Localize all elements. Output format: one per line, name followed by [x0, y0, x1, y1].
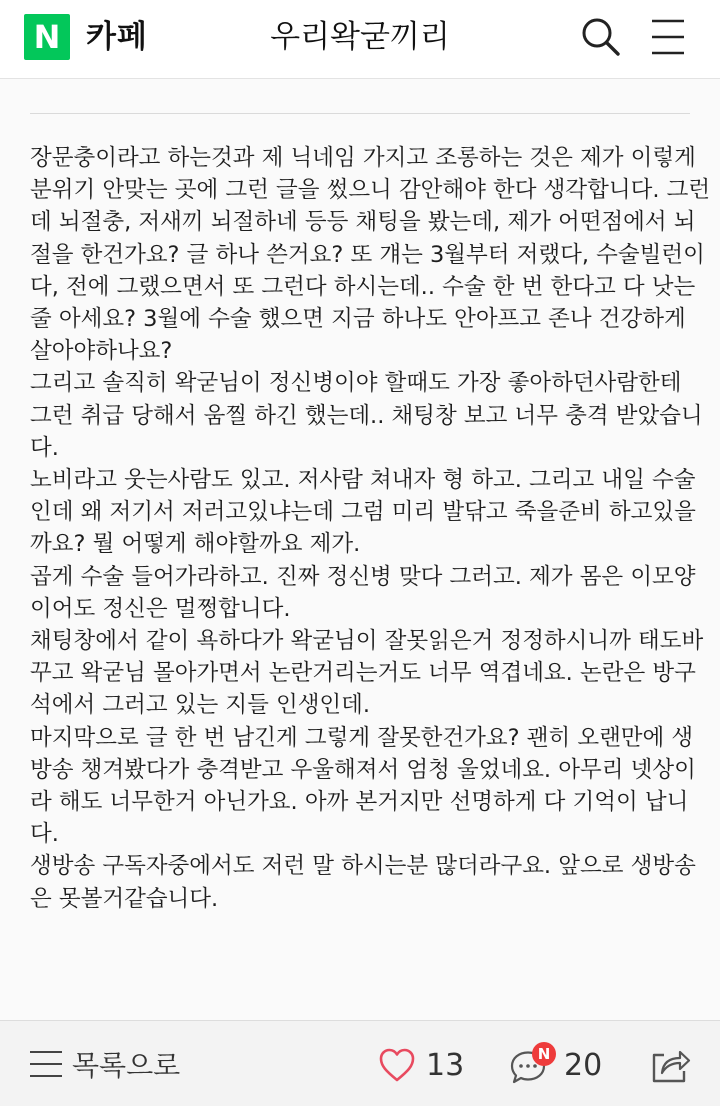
article-line: 석에서 그러고 있는 지들 인생인데. [30, 692, 371, 719]
article-line: 방송 챙겨봤다가 충격받고 우울해져서 엄청 울었네요. 아무리 넷상이 [30, 756, 696, 783]
back-to-list-button[interactable] [30, 1042, 180, 1086]
service-name[interactable]: 카페 [86, 19, 148, 55]
list-icon [30, 1049, 62, 1079]
comment-button[interactable] [508, 1043, 602, 1087]
comment-count: 20 [564, 1047, 603, 1083]
article-line: 다, 전에 그랬으면서 또 그런다 하시는데.. 수술 한 번 한다고 다 낫는 [30, 273, 696, 300]
article-line: 라 해도 너무한거 아닌가요. 아까 본거지만 선명하게 다 기억이 납니 [30, 789, 689, 816]
article-line: 인데 왜 저기서 저러고있냐는데 그럼 미리 발닦고 죽을준비 하고있을 [30, 499, 696, 526]
new-comment-badge: N [532, 1042, 556, 1066]
bottom-action-bar [0, 1020, 720, 1106]
share-button[interactable] [648, 1043, 692, 1087]
like-count: 13 [426, 1047, 465, 1083]
article-line: 이어도 정신은 멀쩡합니다. [30, 595, 291, 622]
comment-icon-wrapper [508, 1045, 551, 1085]
heart-icon [378, 1047, 416, 1083]
article-line: 까요? 뭘 어떻게 해야할까요 제가. [30, 531, 361, 558]
article-line: 곱게 수술 들어가라하고. 진짜 정신병 맞다 그러고. 제가 몸은 이모양 [30, 563, 696, 590]
search-icon [578, 14, 624, 60]
article-line: 마지막으로 글 한 번 남긴게 그렇게 잘못한건가요? 괜히 오랜만에 생 [30, 724, 694, 751]
menu-button[interactable] [644, 14, 690, 60]
article-line: 살아야하나요? [30, 338, 173, 365]
article-line: 은 못볼거같습니다. [30, 885, 219, 912]
article-line: 다. [30, 434, 59, 461]
article-line: 그리고 솔직히 왁굳님이 정신병이야 할때도 가장 좋아하던사람한테 [30, 370, 682, 397]
article-body [30, 112, 711, 915]
cafe-title[interactable]: 우리왁굳끼리 [270, 19, 450, 55]
like-button[interactable] [378, 1043, 464, 1087]
article-line: 절을 한건가요? 글 하나 쓴거요? 또 걔는 3월부터 저랬다, 수술빌런이 [30, 241, 705, 268]
article-line: 줄 아세요? 3월에 수술 했으면 지금 하나도 안아프고 존나 건강하게 [30, 306, 686, 333]
article-line: 분위기 안맞는 곳에 그런 글을 썼으니 감안해야 한다 생각합니다. 그런 [30, 177, 711, 204]
share-icon [648, 1043, 692, 1087]
back-to-list-label: 목록으로 [72, 1049, 181, 1082]
article-line: 꾸고 왁굳님 몰아가면서 논란거리는거도 너무 역겹네요. 논란은 방구 [30, 660, 696, 687]
top-navigation-bar [0, 0, 720, 79]
article-line: 데 뇌절충, 저새끼 뇌절하네 등등 채팅을 봤는데, 제가 어떤점에서 뇌 [30, 209, 696, 236]
search-button[interactable] [578, 14, 624, 60]
article-line: 다. [30, 821, 59, 848]
article-line: 노비라고 웃는사람도 있고. 저사람 쳐내자 형 하고. 그리고 내일 수술 [30, 467, 696, 494]
naver-logo[interactable]: N [24, 14, 70, 60]
article-line: 생방송 구독자중에서도 저런 말 하시는분 많더라구요. 앞으로 생방송 [30, 853, 696, 880]
hamburger-menu-icon [644, 14, 690, 60]
article-line: 그런 취급 당해서 움찔 하긴 했는데.. 채팅창 보고 너무 충격 받았습니 [30, 402, 703, 429]
article-line: 장문충이라고 하는것과 제 닉네임 가지고 조롱하는 것은 제가 이렇게 [30, 145, 696, 171]
article-line: 채팅창에서 같이 욕하다가 왁굳님이 잘못읽은거 정정하시니까 태도바 [30, 628, 704, 655]
